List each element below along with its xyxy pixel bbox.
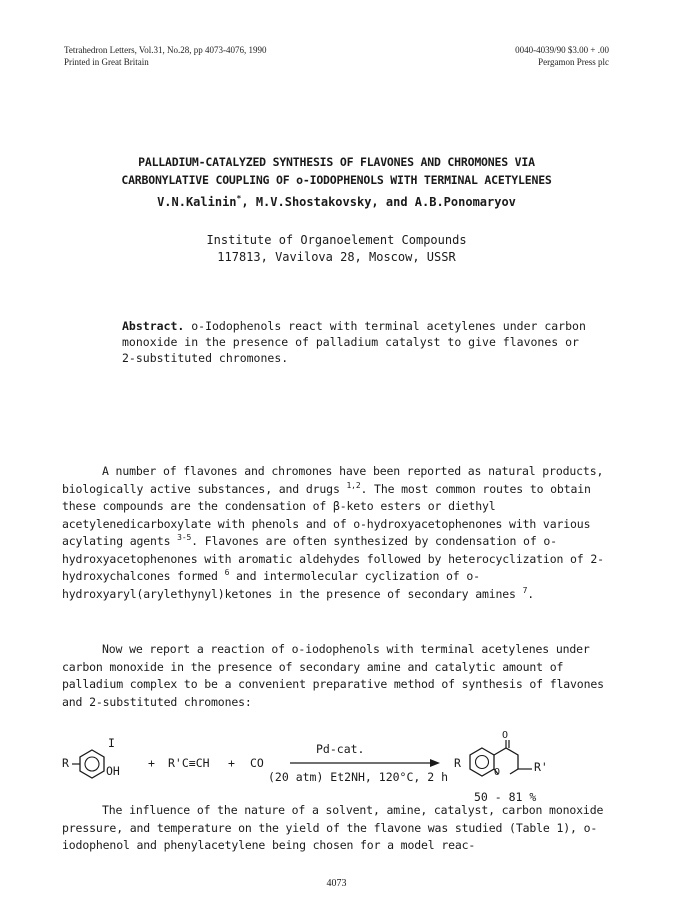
printed-note: Printed in Great Britain bbox=[64, 57, 149, 67]
alkyne-reagent: R'C≡CH bbox=[168, 756, 210, 770]
price-code: 0040-4039/90 $3.00 + .00 bbox=[515, 45, 609, 55]
reaction-arrow bbox=[290, 758, 440, 768]
plus-sign-2: + bbox=[228, 756, 235, 770]
product-r-group: R bbox=[454, 756, 461, 770]
plus-sign-1: + bbox=[148, 756, 155, 770]
affiliation-line-2: 117813, Vavilova 28, Moscow, USSR bbox=[217, 250, 456, 264]
publisher: Pergamon Press plc bbox=[538, 57, 609, 67]
title-line-2: CARBONYLATIVE COUPLING OF o-IODOPHENOLS WITH TERMINAL ACETYLENES bbox=[121, 173, 552, 187]
ring-oxygen: O bbox=[494, 767, 501, 778]
abstract bbox=[122, 318, 592, 366]
corresponding-mark: * bbox=[236, 194, 242, 203]
author-list bbox=[60, 195, 613, 209]
p1-text-5: . bbox=[527, 586, 535, 601]
yield-range: 50 - 81 % bbox=[474, 790, 537, 804]
reactant-r-group: R bbox=[62, 756, 69, 770]
paragraph-3 bbox=[62, 802, 612, 855]
carbonyl-oxygen: O bbox=[502, 730, 509, 741]
reaction-scheme bbox=[62, 730, 622, 806]
ref-7: 7 bbox=[522, 585, 528, 595]
running-header-right bbox=[515, 44, 609, 68]
reaction-conditions: (20 atm) Et2NH, 120°C, 2 h bbox=[268, 770, 449, 784]
catalyst-label: Pd-cat. bbox=[316, 742, 365, 756]
affiliation bbox=[60, 232, 613, 266]
article-title bbox=[60, 153, 613, 189]
author-1: V.N.Kalinin bbox=[157, 195, 237, 209]
p1-text-2: . The most common routes to obtain these compounds are the condensation of β-keto esters or diethyl acetylenedicarboxylate with phenols and of o-hydroxyacetophenones with various acylating agents bbox=[62, 481, 591, 548]
ref-6: 6 bbox=[224, 568, 230, 578]
affiliation-line-1: Institute of Organoelement Compounds bbox=[206, 233, 467, 247]
ref-1-2: 1,2 bbox=[346, 480, 361, 490]
journal-citation: Tetrahedron Letters, Vol.31, No.28, pp 4073-4076, 1990 bbox=[64, 45, 267, 55]
p3-text: The influence of the nature of a solvent, amine, catalyst, carbon monoxide pressure, and temperature on the yield of the flavone was studied (Table 1), o-iodophenol and phenylacetylene being chosen for a model reac- bbox=[62, 803, 604, 852]
p1-text-4: and intermolecular cyclization of o-hydroxyaryl(arylethynyl)ketones in the presence of secondary amines bbox=[62, 569, 523, 601]
abstract-label: Abstract. bbox=[122, 319, 185, 333]
title-line-1: PALLADIUM-CATALYZED SYNTHESIS OF FLAVONES AND CHROMONES VIA bbox=[138, 155, 535, 169]
p1-text-3: . Flavones are often synthesized by condensation of o-hydroxyacetophenones with aromatic aldehydes followed by heterocyclization of 2-hydroxychalcones formed bbox=[62, 534, 604, 583]
p2-text: Now we report a reaction of o-iodophenols with terminal acetylenes under carbon monoxide in the presence of secondary amine and catalytic amount of palladium complex to be a convenient preparative method of synthesis of flavones and 2-substituted chromones: bbox=[62, 642, 604, 709]
hydroxyl-group: OH bbox=[106, 764, 120, 778]
paragraph-2 bbox=[62, 641, 612, 711]
product-r-prime: R' bbox=[534, 760, 548, 774]
page-number: 4073 bbox=[326, 878, 347, 889]
ref-3-5: 3-5 bbox=[177, 533, 192, 543]
running-header-left bbox=[64, 44, 267, 68]
p1-text-1: A number of flavones and chromones have been reported as natural products, biologically active substances, and drugs bbox=[62, 464, 604, 496]
iodo-substituent: I bbox=[108, 736, 115, 750]
abstract-text: o-Iodophenols react with terminal acetylenes under carbon monoxide in the presence of palladium catalyst to give flavones or 2-substituted chromones. bbox=[122, 319, 586, 365]
paragraph-1 bbox=[62, 463, 612, 603]
other-authors: , M.V.Shostakovsky, and A.B.Ponomaryov bbox=[241, 195, 516, 209]
carbon-monoxide: CO bbox=[250, 756, 264, 770]
